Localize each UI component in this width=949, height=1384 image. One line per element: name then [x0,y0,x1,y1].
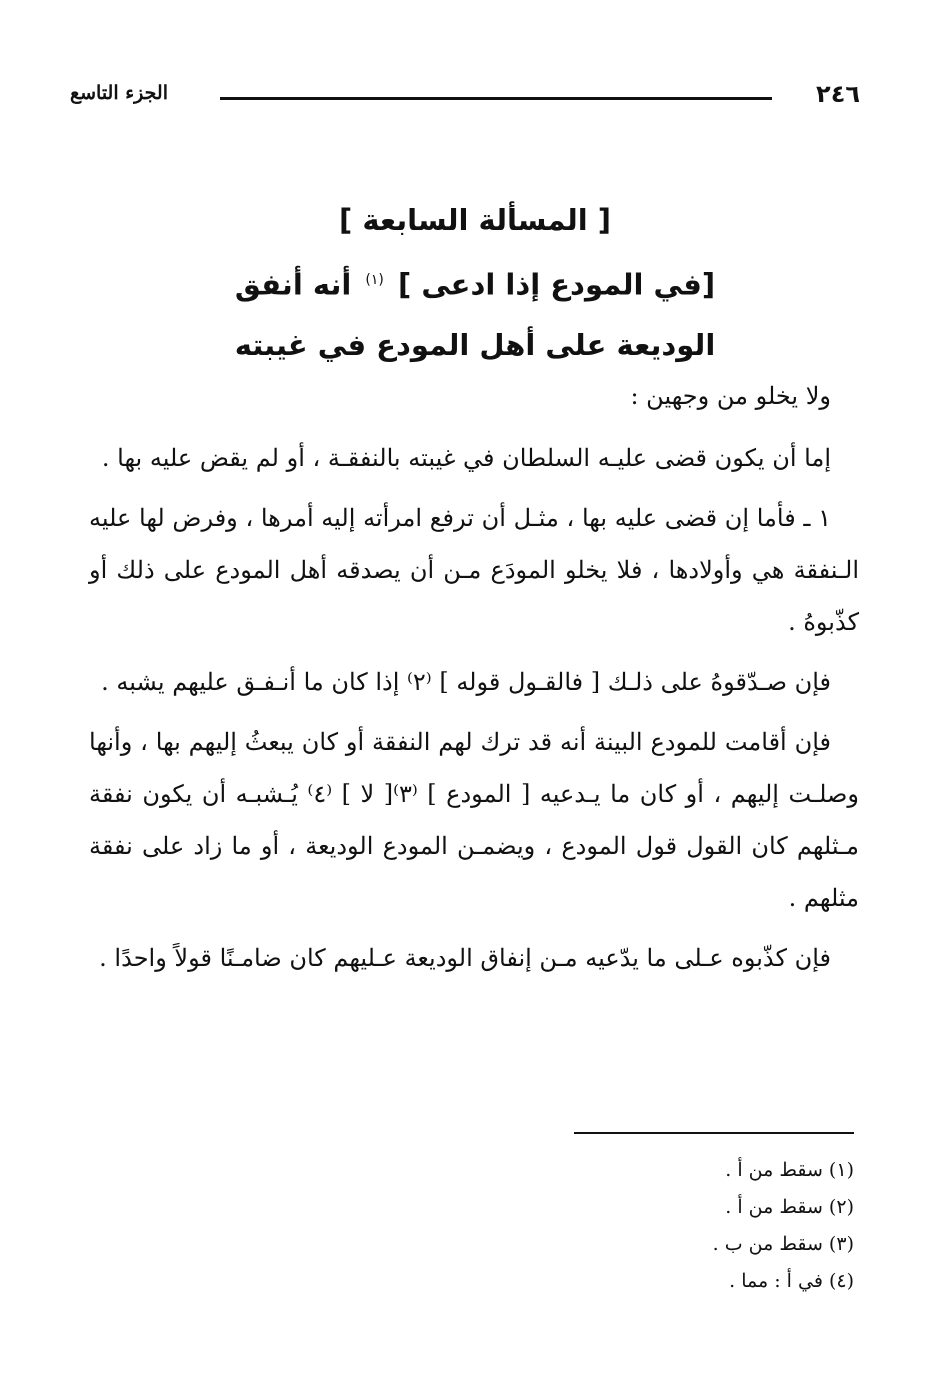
footnote-4: (٤) في أ : مما . [729,1270,854,1292]
footnotes [354,1152,854,1300]
footnote-3: (٣) سقط من ب . [712,1233,854,1255]
page-number: ٢٤٦ [816,80,860,108]
volume-title: الجزء التاسع [70,82,168,104]
footnote-2: (٢) سقط من أ . [725,1196,854,1218]
paragraph-if-denied: فإن كذّبوه عـلى ما يدّعيه مـن إنفاق الوديعة عـليهم كان ضامـنًا قولاً واحدًا . [99,944,831,972]
footnote-rule [574,1132,854,1134]
issue-heading: [ المسألة السابعة ] [338,203,612,237]
paragraph-two-cases: إما أن يكون قضى عليـه السلطان في غيبته بالنفقـة ، أو لم يقض عليه بها . [101,444,831,472]
issue-title-line-1 [90,250,860,315]
body-text [89,370,859,992]
paragraph-evidence: فإن أقامت للمودع البينة أنه قد ترك لهم النفقة أو كان يبعثُ إليهم بها ، وأنها وصلـت إليهم ، أو كان ما يـدعيه [ المودع ] ⁽٣⁾[ لا ] ⁽٤⁾ يُـشبـه أن يكون نفقة مـثلهم كان القول قول المودع ، ويضمـن المودع الوديعة ، أو ما زاد على نفقة مثلهم . [89,728,860,912]
paragraph-case-one: ١ ـ فأما إن قضى عليه بها ، مثـل أن ترفع امرأته إليه أمرها ، وفرض لها عليه الـنفقة هي وأولادها ، فلا يخلو المودَع مـن أن يصدقه أهل المودع على ذلك أو كذّبوهُ . [89,504,859,636]
header-rule [220,97,772,100]
footnote-ref-1: (١) [365,272,384,288]
section-headings [90,190,860,375]
issue-title-part-1: [في المودع إذا ادعى ] [397,267,716,302]
issue-title-part-2: أنه أنفق [234,267,352,302]
issue-title-line-2: الوديعة على أهل المودع في غيبته [234,327,716,362]
paragraph-intro: ولا يخلو من وجهين : [630,382,831,410]
paragraph-if-believed: فإن صـدّقوهُ على ذلـك [ فالقـول قوله ] ⁽٢⁾ إذا كان ما أنـفـق عليهم يشبه . [101,668,831,696]
running-header [70,80,860,120]
footnote-1: (١) سقط من أ . [725,1159,854,1181]
